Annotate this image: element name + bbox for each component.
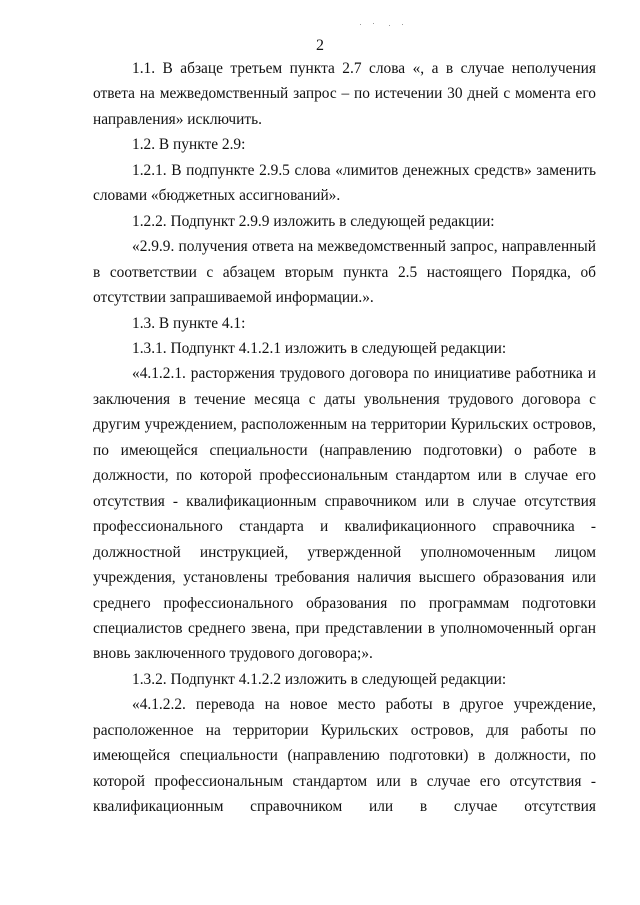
scan-artifact	[389, 25, 390, 26]
document-body	[93, 56, 596, 820]
quoted-paragraph-4-1-2-2: «4.1.2.2. перевода на новое место работы в другое учреждение, расположенное на территории Курильских островов, для работы по имеющейся специальности (направлению подготовки) в должности, по которой профессиональным стандартом или в случае его отсутствия - квалификационным справочником или в случае отсутствия	[93, 696, 596, 816]
quoted-paragraph-2-9-9: «2.9.9. получения ответа на межведомственный запрос, направленный в соответствии с абзацем вторым пункта 2.5 настоящего Порядка, об отсутствии запрашиваемой информации.».	[93, 238, 596, 307]
scan-artifact	[360, 24, 361, 25]
scan-artifact	[373, 23, 374, 24]
paragraph-1-3: 1.3. В пункте 4.1:	[132, 314, 246, 332]
paragraph-1-2: 1.2. В пункте 2.9:	[132, 136, 246, 154]
paragraph-1-2-2: 1.2.2. Подпункт 2.9.9 изложить в следующей редакции:	[132, 212, 495, 230]
scan-artifact	[402, 24, 403, 25]
paragraph-1-3-1: 1.3.1. Подпункт 4.1.2.1 изложить в следующей редакции:	[132, 339, 507, 357]
quoted-paragraph-4-1-2-1: «4.1.2.1. расторжения трудового договора по инициативе работника и заключения в течение месяца с даты увольнения трудового договора с другим учреждением, расположенным на территории Курильских островов, по имеющейся специальности (направлению подготовки) о работе в должности, по которой профессиональным стандартом или в случае его отсутствия - квалификационным справочником или в случае отсутствия профессионального стандарта и квалификационного справочника - должностной инструкцией, утвержденной уполномоченным лицом учреждения, установлены требования наличия высшего образования или среднего профессионального образования по программам подготовки специалистов среднего звена, при представлении в уполномоченный орган вновь заключенного трудового договора;».	[93, 365, 596, 663]
page-number: 2	[316, 37, 324, 54]
paragraph-1-3-2: 1.3.2. Подпункт 4.1.2.2 изложить в следующей редакции:	[132, 670, 507, 688]
paragraph-1-1: 1.1. В абзаце третьем пункта 2.7 слова «, а в случае неполучения ответа на межведомственный запрос – по истечении 30 дней с момента его направления» исключить.	[93, 60, 596, 128]
paragraph-1-2-1: 1.2.1. В подпункте 2.9.5 слова «лимитов денежных средств» заменить словами «бюджетных ассигнований».	[93, 161, 596, 205]
